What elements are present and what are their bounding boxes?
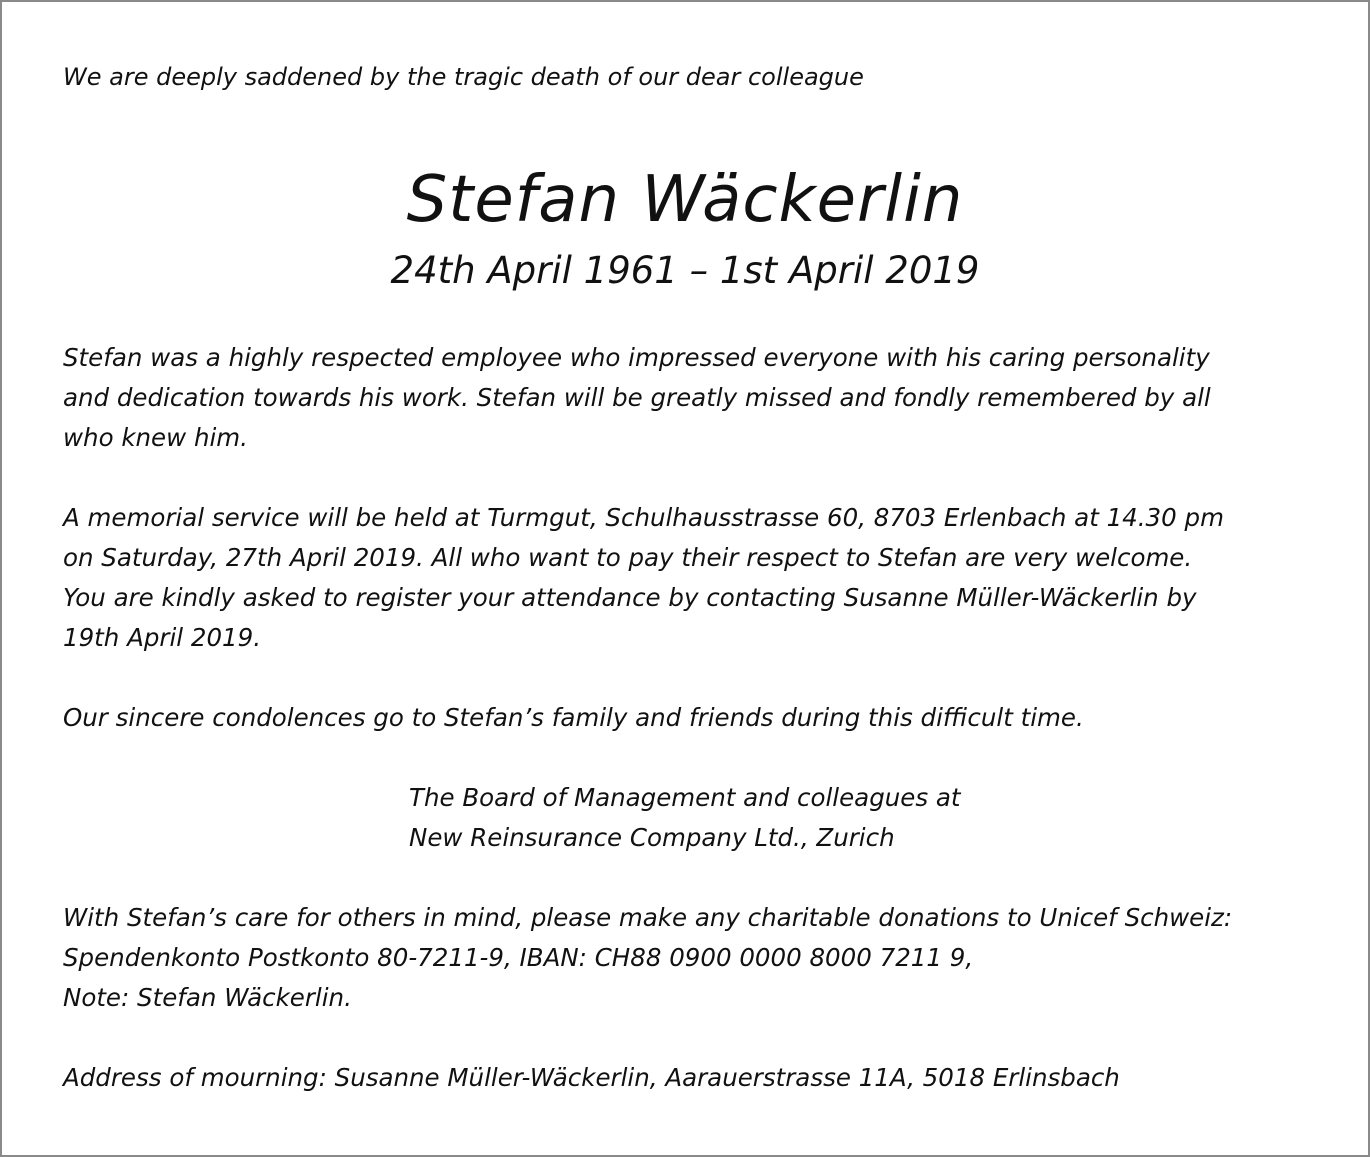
mourning-address-line: Address of mourning: Susanne Müller-Wäckerlin, Aarauerstrasse 11A, 5018 Erlinsbach [63, 1063, 1120, 1092]
donations-line: Spendenkonto Postkonto 80-7211-9, IBAN: CH88 0900 0000 8000 7211 9, [63, 943, 974, 972]
service-line: 19th April 2019. [63, 623, 262, 652]
deceased-name: Stefan Wäckerlin [406, 163, 964, 237]
service-line: on Saturday, 27th April 2019. All who want to pay their respect to Stefan are very welcome. [63, 543, 1193, 572]
memorial-service-paragraph [63, 498, 1224, 658]
tribute-paragraph [63, 338, 1211, 458]
tribute-line: who knew him. [63, 423, 248, 452]
signature-line: New Reinsurance Company Ltd., Zurich [409, 823, 895, 852]
tribute-line: and dedication towards his work. Stefan will be greatly missed and fondly remembered by all [63, 383, 1211, 412]
mourning-address [63, 1058, 1120, 1098]
donations-line: Note: Stefan Wäckerlin. [63, 983, 352, 1012]
tribute-line: Stefan was a highly respected employee who impressed everyone with his caring personality [63, 343, 1210, 372]
donations-paragraph [63, 898, 1232, 1018]
service-line: A memorial service will be held at Turmgut, Schulhausstrasse 60, 8703 Erlenbach at 14.30 pm [63, 503, 1224, 532]
signature-block [409, 778, 961, 858]
service-line: You are kindly asked to register your attendance by contacting Susanne Müller-Wäckerlin by [63, 583, 1197, 612]
signature-line: The Board of Management and colleagues at [409, 783, 961, 812]
condolences-line: Our sincere condolences go to Stefan’s family and friends during this difficult time. [63, 703, 1084, 732]
intro-text: We are deeply saddened by the tragic death of our dear colleague [63, 63, 864, 91]
condolences-paragraph [63, 698, 1084, 738]
donations-line: With Stefan’s care for others in mind, please make any charitable donations to Unicef Schweiz: [63, 903, 1233, 932]
life-dates: 24th April 1961 – 1st April 2019 [390, 249, 980, 292]
